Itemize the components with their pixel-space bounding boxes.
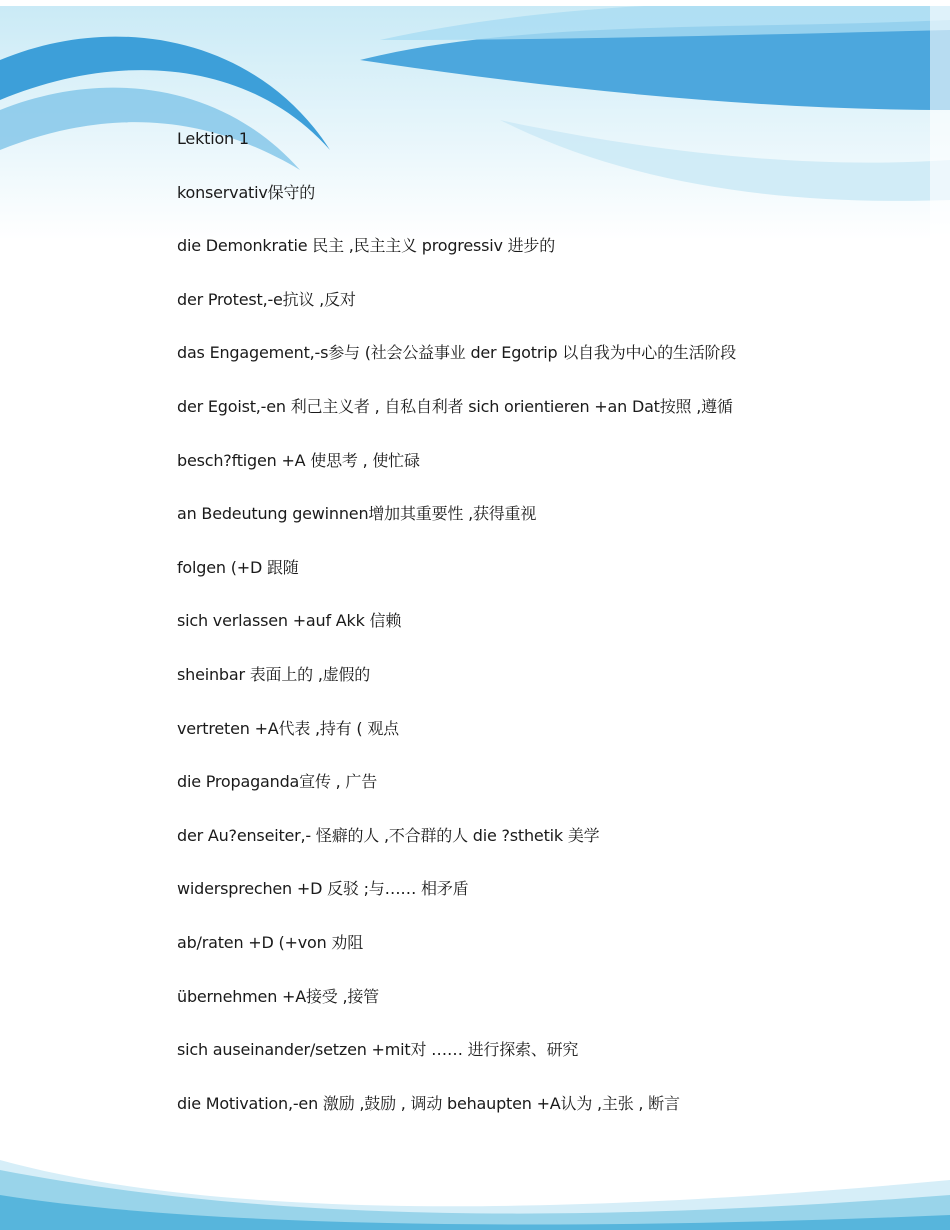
vocab-line: die Propaganda宣传 , 广告	[177, 772, 377, 792]
vocab-line: vertreten +A代表 ,持有 ( 观点	[177, 718, 399, 738]
vocab-line: an Bedeutung gewinnen增加其重要性 ,获得重视	[177, 504, 537, 524]
vocab-line: die Demonkratie 民主 ,民主主义 progressiv 进步的	[177, 236, 556, 256]
vocabulary-list	[177, 127, 877, 1145]
vocab-line: der Egoist,-en 利己主义者 , 自私自利者 sich orientieren +an Dat按照 ,遵循	[177, 396, 733, 416]
vocab-line: die Motivation,-en 激励 ,鼓励 , 调动 behaupten +A认为 ,主张 , 断言	[177, 1093, 680, 1113]
vocab-line: folgen (+D 跟随	[177, 557, 299, 577]
vocab-line: konservativ保守的	[177, 182, 316, 202]
vocab-line: sich auseinander/setzen +mit对 …… 进行探索、研究	[177, 1040, 579, 1060]
vocab-line: ab/raten +D (+von 劝阻	[177, 932, 364, 952]
vocab-line: der Protest,-e抗议 ,反对	[177, 289, 356, 309]
vocab-line: der Au?enseiter,- 怪癖的人 ,不合群的人 die ?sthetik 美学	[177, 825, 600, 845]
vocab-line: sheinbar 表面上的 ,虚假的	[177, 664, 371, 684]
vocab-line: das Engagement,-s参与 (社会公益事业 der Egotrip 以自我为中心的生活阶段	[177, 343, 737, 363]
vocab-line: übernehmen +A接受 ,接管	[177, 986, 379, 1006]
lesson-title: Lektion 1	[177, 129, 249, 148]
vocab-line: widersprechen +D 反驳 ;与…… 相矛盾	[177, 879, 469, 899]
vocab-line: sich verlassen +auf Akk 信赖	[177, 611, 402, 631]
vocab-line: besch?ftigen +A 使思考 , 使忙碌	[177, 450, 420, 470]
